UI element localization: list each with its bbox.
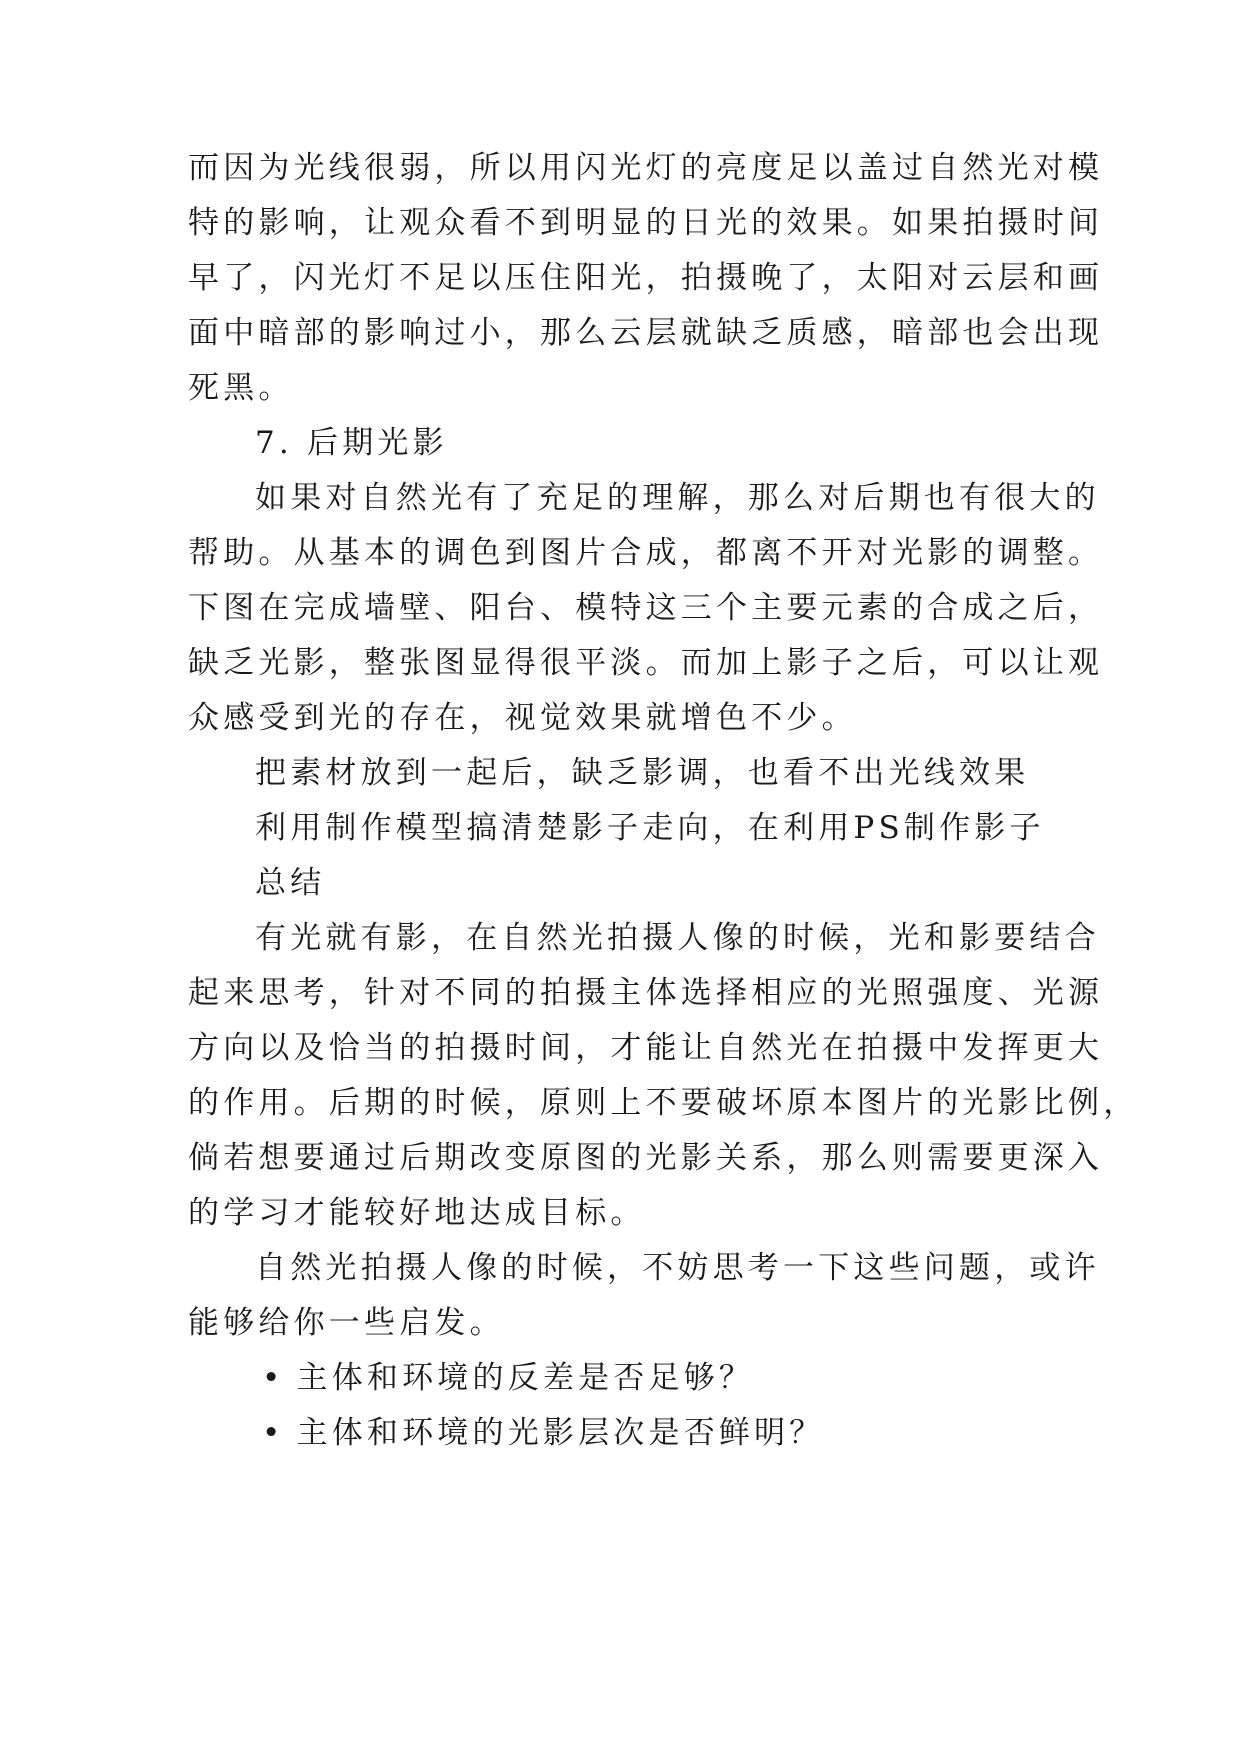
paragraph-line: 起来思考，针对不同的拍摄主体选择相应的光照强度、光源	[188, 975, 1104, 1011]
paragraph-line: 面中暗部的影响过小，那么云层就缺乏质感，暗部也会出现	[188, 315, 1104, 351]
bullet-item	[262, 1358, 754, 1398]
paragraph-line: 众感受到光的存在，视觉效果就增色不少。	[188, 700, 857, 736]
summary-heading: 总结	[255, 865, 326, 901]
paragraph-line: 方向以及恰当的拍摄时间，才能让自然光在拍摄中发挥更大	[188, 1030, 1104, 1066]
paragraph-line: 下图在完成墙壁、阳台、模特这三个主要元素的合成之后，	[188, 590, 1104, 626]
paragraph-line: 自然光拍摄人像的时候，不妨思考一下这些问题，或许	[255, 1250, 1100, 1286]
paragraph-line: 如果对自然光有了充足的理解，那么对后期也有很大的	[255, 480, 1100, 516]
paragraph-line: 的学习才能较好地达成目标。	[188, 1195, 646, 1231]
bullet-text: 主体和环境的反差是否足够？	[296, 1360, 755, 1396]
paragraph-line: 帮助。从基本的调色到图片合成，都离不开对光影的调整。	[188, 535, 1104, 571]
bullet-marker: •	[262, 1415, 285, 1451]
bullet-text: 主体和环境的光影层次是否鲜明？	[296, 1415, 825, 1451]
paragraph-line: 的作用。后期的时候，原则上不要破坏原本图片的光影比例，	[188, 1085, 1139, 1121]
paragraph-line: 倘若想要通过后期改变原图的光影关系，那么则需要更深入	[188, 1140, 1104, 1176]
image-caption: 利用制作模型搞清楚影子走向，在利用PS制作影子	[255, 810, 1045, 846]
paragraph-line: 能够给你一些启发。	[188, 1305, 505, 1341]
paragraph-line: 有光就有影，在自然光拍摄人像的时候，光和影要结合	[255, 920, 1100, 956]
paragraph-line: 特的影响，让观众看不到明显的日光的效果。如果拍摄时间	[188, 205, 1104, 241]
bullet-marker: •	[262, 1360, 285, 1396]
paragraph-line: 死黑。	[188, 370, 294, 406]
image-caption: 把素材放到一起后，缺乏影调，也看不出光线效果	[255, 755, 1030, 791]
paragraph-line: 缺乏光影，整张图显得很平淡。而加上影子之后，可以让观	[188, 645, 1104, 681]
paragraph-line: 而因为光线很弱，所以用闪光灯的亮度足以盖过自然光对模	[188, 150, 1104, 186]
section-heading: 7. 后期光影	[255, 425, 448, 461]
paragraph-line: 早了，闪光灯不足以压住阳光，拍摄晚了，太阳对云层和画	[188, 260, 1104, 296]
bullet-item	[262, 1413, 825, 1453]
